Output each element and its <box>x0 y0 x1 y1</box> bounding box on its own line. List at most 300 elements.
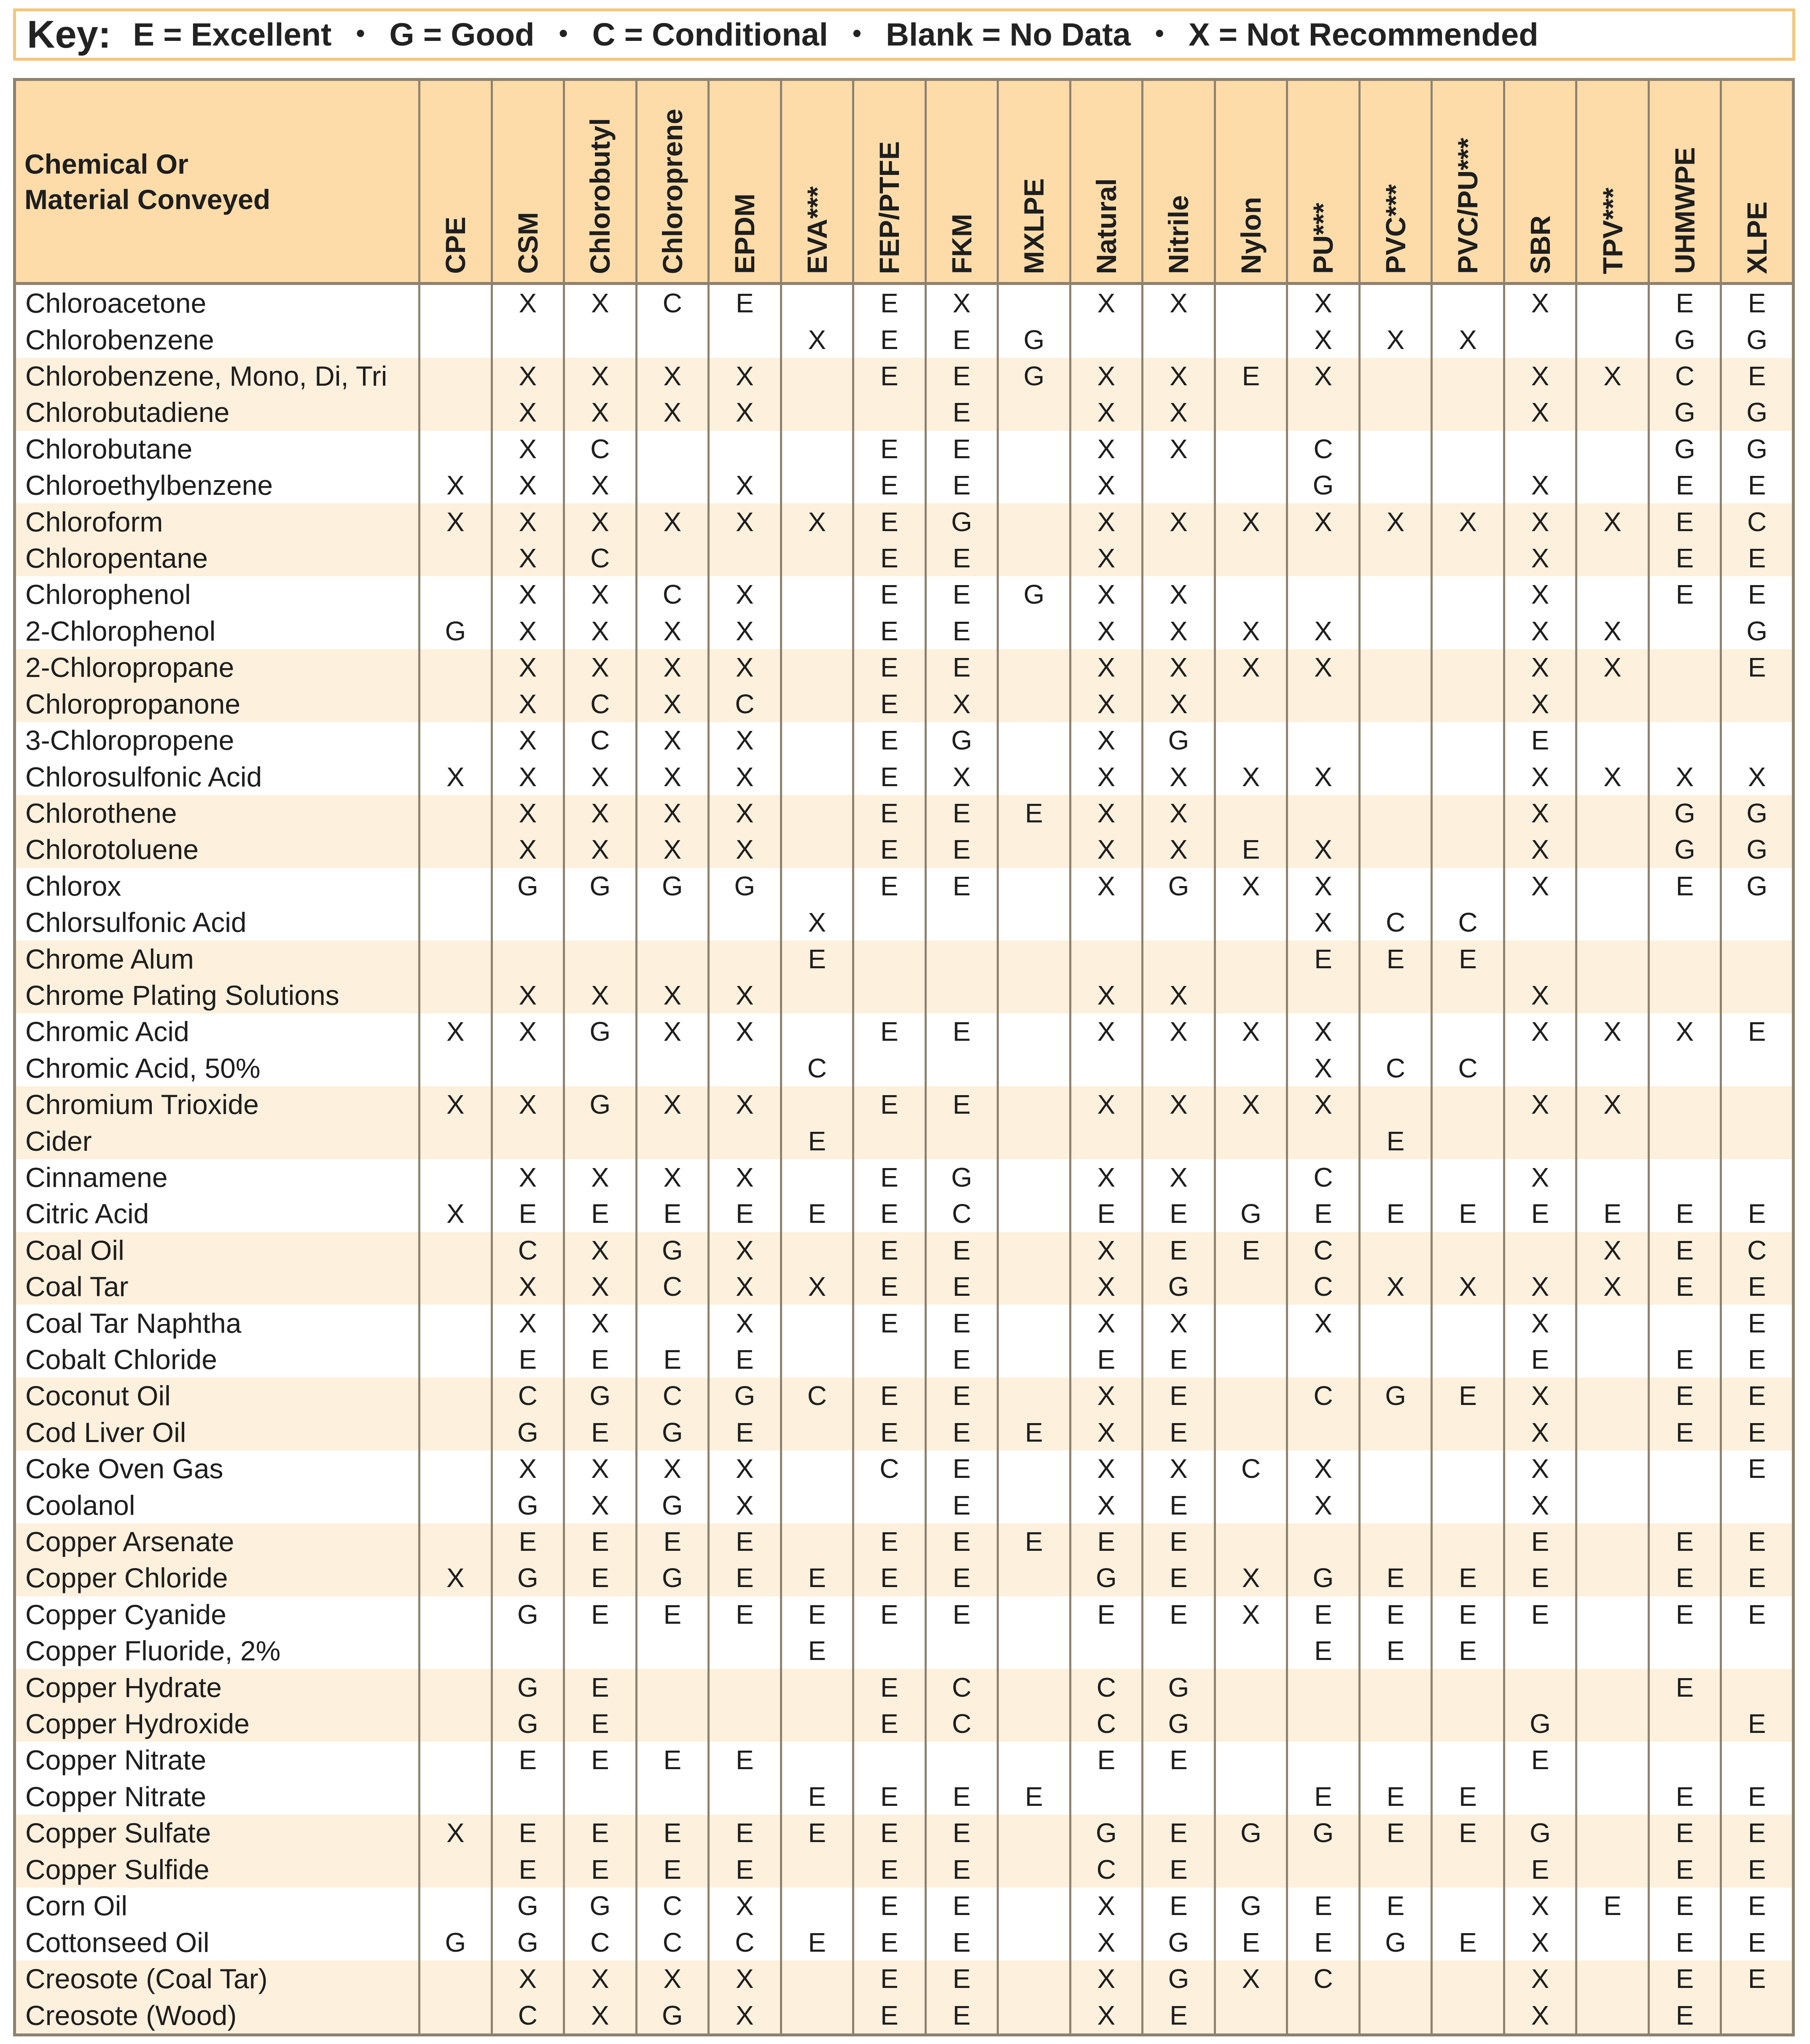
rating-cell: X <box>636 977 709 1013</box>
rating-cell <box>420 1997 492 2035</box>
rating-cell <box>492 904 564 940</box>
rating-cell <box>1576 1123 1649 1159</box>
rating-cell: E <box>925 1086 998 1123</box>
rating-cell <box>1287 722 1360 758</box>
rating-cell: X <box>1504 1086 1576 1123</box>
rating-cell: E <box>1721 1888 1794 1924</box>
rating-cell: E <box>1432 1924 1504 1960</box>
rating-cell: E <box>564 1706 637 1742</box>
rating-cell: X <box>709 649 781 685</box>
rating-cell: X <box>1070 540 1143 576</box>
rating-cell: E <box>1721 1450 1794 1487</box>
rating-cell <box>1576 1851 1649 1887</box>
rating-cell <box>709 1123 781 1159</box>
rating-cell: E <box>1649 1924 1721 1960</box>
rating-cell <box>1143 467 1215 503</box>
rating-cell: X <box>492 467 564 503</box>
rating-cell: E <box>853 1669 926 1705</box>
rating-cell: E <box>1649 503 1721 540</box>
key-label: Key: <box>27 13 111 56</box>
rating-cell: X <box>1504 1961 1576 1997</box>
table-row <box>15 1086 1794 1123</box>
rating-cell: X <box>709 1305 781 1341</box>
rating-cell: X <box>709 1232 781 1268</box>
rating-cell <box>1576 1633 1649 1669</box>
rating-cell: G <box>636 868 709 904</box>
rating-cell <box>1215 467 1287 503</box>
rating-cell: E <box>925 467 998 503</box>
rating-cell <box>781 1159 853 1195</box>
rating-cell: X <box>1504 977 1576 1013</box>
rating-cell: X <box>492 795 564 831</box>
rating-cell: E <box>1649 1778 1721 1815</box>
rating-cell: G <box>1649 394 1721 430</box>
rating-cell: E <box>1143 1378 1215 1414</box>
column-header-label: Chloroprene <box>656 108 688 274</box>
rating-cell: X <box>1143 1086 1215 1123</box>
table-row <box>15 1633 1794 1669</box>
chemical-name: Chlorobutane <box>25 433 193 465</box>
rating-cell <box>1432 1159 1504 1195</box>
rating-cell <box>998 1560 1070 1596</box>
rating-cell: E <box>1721 1815 1794 1851</box>
rating-cell <box>1576 722 1649 758</box>
rating-cell: G <box>1721 321 1794 357</box>
rating-cell: E <box>925 394 998 430</box>
rating-cell: E <box>925 831 998 868</box>
rating-cell: X <box>1576 1232 1649 1268</box>
chemical-name: Copper Chloride <box>15 1560 420 1596</box>
rating-cell <box>1143 940 1215 977</box>
chemical-name: 2-Chloropropane <box>15 649 420 685</box>
rating-cell: E <box>636 1341 709 1378</box>
rating-cell <box>420 1305 492 1341</box>
rating-cell <box>564 1123 637 1159</box>
rating-cell: E <box>925 1341 998 1378</box>
rating-cell: E <box>853 431 926 467</box>
rating-cell: X <box>1143 613 1215 649</box>
rating-cell: E <box>1649 284 1721 322</box>
rating-cell <box>853 1123 926 1159</box>
rating-cell <box>1359 284 1432 322</box>
rating-cell <box>781 722 853 758</box>
rating-cell: E <box>1649 1341 1721 1378</box>
rating-cell <box>1432 1706 1504 1742</box>
rating-cell: X <box>564 613 637 649</box>
rating-cell <box>998 394 1070 430</box>
chemical-name: Citric Acid <box>25 1198 149 1230</box>
rating-cell <box>1287 1669 1360 1705</box>
rating-cell: X <box>492 1450 564 1487</box>
rating-cell <box>420 1706 492 1742</box>
rating-cell <box>420 868 492 904</box>
rating-cell: G <box>492 1487 564 1523</box>
rating-cell: C <box>564 540 637 576</box>
header-row <box>15 80 1794 284</box>
rating-cell: X <box>1287 868 1360 904</box>
chemical-name: Coal Oil <box>15 1232 420 1268</box>
rating-cell <box>1432 1997 1504 2035</box>
rating-cell: E <box>1359 940 1432 977</box>
rating-cell: C <box>1070 1851 1143 1887</box>
column-header-csm <box>492 80 564 284</box>
rating-cell <box>420 722 492 758</box>
rating-cell: E <box>1721 1961 1794 1997</box>
rating-cell: E <box>1721 576 1794 612</box>
table-row <box>15 1851 1794 1887</box>
rating-cell: X <box>564 758 637 795</box>
chemical-name: Chloroethylbenzene <box>25 470 273 501</box>
rating-cell: X <box>420 503 492 540</box>
rating-cell <box>1215 540 1287 576</box>
rating-cell: X <box>1504 649 1576 685</box>
rating-cell <box>420 1341 492 1378</box>
rating-cell: E <box>709 284 781 322</box>
table-row <box>15 685 1794 722</box>
rating-cell <box>420 1961 492 1997</box>
rating-cell: G <box>1287 1560 1360 1596</box>
rating-cell: X <box>1287 758 1360 795</box>
chemical-name: Corn Oil <box>25 1890 128 1922</box>
rating-cell: X <box>1070 1888 1143 1924</box>
rating-cell <box>1215 1633 1287 1669</box>
rating-cell: C <box>1070 1706 1143 1742</box>
rating-cell <box>636 540 709 576</box>
rating-cell: X <box>709 795 781 831</box>
rating-cell <box>1504 1123 1576 1159</box>
rating-cell: E <box>853 284 926 322</box>
rating-cell: X <box>1070 831 1143 868</box>
rating-cell: X <box>1576 503 1649 540</box>
rating-cell <box>1359 795 1432 831</box>
rating-cell <box>781 284 853 322</box>
rating-cell <box>1721 1633 1794 1669</box>
rating-cell: E <box>781 940 853 977</box>
rating-cell: E <box>492 1523 564 1560</box>
rating-cell: G <box>492 1669 564 1705</box>
rating-cell <box>1432 394 1504 430</box>
chemical-name: Chromic Acid <box>25 1016 189 1048</box>
rating-cell: C <box>925 1195 998 1232</box>
rating-cell: E <box>564 1560 637 1596</box>
rating-cell: E <box>853 722 926 758</box>
rating-cell: X <box>1143 358 1215 394</box>
rating-cell <box>1359 1523 1432 1560</box>
rating-cell: X <box>564 1268 637 1305</box>
rating-cell <box>781 613 853 649</box>
rating-cell: E <box>853 467 926 503</box>
chemical-name: Chlorophenol <box>25 579 191 610</box>
rating-cell: X <box>1215 613 1287 649</box>
rating-cell <box>1721 1123 1794 1159</box>
rating-cell: E <box>1504 1195 1576 1232</box>
rating-cell <box>853 1633 926 1669</box>
rating-cell: X <box>636 831 709 868</box>
rating-cell <box>1576 685 1649 722</box>
rating-cell: E <box>853 1232 926 1268</box>
column-header-label: PVC*** <box>1380 184 1411 274</box>
rating-cell: X <box>1070 1961 1143 1997</box>
rating-cell <box>1287 685 1360 722</box>
rating-cell: C <box>492 1378 564 1414</box>
chemical-name: Coconut Oil <box>15 1378 420 1414</box>
rating-cell <box>1576 831 1649 868</box>
key-separator: • <box>853 19 862 47</box>
rating-cell: G <box>492 868 564 904</box>
rating-cell: X <box>420 1815 492 1851</box>
rating-cell: E <box>709 1195 781 1232</box>
rating-cell <box>1504 321 1576 357</box>
rating-cell <box>1215 1523 1287 1560</box>
rating-cell: X <box>1070 503 1143 540</box>
rating-cell <box>420 1633 492 1669</box>
rating-cell <box>781 358 853 394</box>
rating-cell <box>1576 540 1649 576</box>
column-header-label: MXLPE <box>1018 178 1050 274</box>
rating-cell: C <box>1287 1232 1360 1268</box>
rating-cell <box>1576 904 1649 940</box>
rating-cell: E <box>925 1378 998 1414</box>
rating-cell <box>1287 1997 1360 2035</box>
rating-cell: X <box>1432 321 1504 357</box>
rating-cell <box>1432 685 1504 722</box>
rating-cell: C <box>564 431 637 467</box>
rating-cell <box>709 940 781 977</box>
rating-cell <box>781 1742 853 1778</box>
chemical-name: Copper Sulfate <box>15 1815 420 1851</box>
rating-cell <box>1576 868 1649 904</box>
rating-cell <box>636 1778 709 1815</box>
rating-cell <box>998 1633 1070 1669</box>
rating-cell <box>925 1050 998 1086</box>
rating-cell <box>492 1633 564 1669</box>
rating-cell: E <box>1721 1560 1794 1596</box>
rating-cell <box>1649 940 1721 977</box>
rating-cell <box>1649 1633 1721 1669</box>
chemical-name: Cider <box>15 1123 420 1159</box>
column-header-label: CPE <box>440 217 471 274</box>
rating-cell: E <box>1143 1195 1215 1232</box>
rating-cell: X <box>1143 649 1215 685</box>
rating-cell: X <box>492 1268 564 1305</box>
rating-cell <box>1576 1815 1649 1851</box>
rating-cell <box>998 868 1070 904</box>
rating-cell: E <box>925 431 998 467</box>
rating-cell <box>998 940 1070 977</box>
rating-cell <box>1215 431 1287 467</box>
rating-cell <box>1215 904 1287 940</box>
rating-cell <box>1721 1050 1794 1086</box>
rating-cell: E <box>1359 1633 1432 1669</box>
rating-cell: E <box>853 1596 926 1633</box>
rating-cell <box>998 467 1070 503</box>
rating-cell: E <box>492 1341 564 1378</box>
rating-cell <box>1143 904 1215 940</box>
rating-cell <box>998 1851 1070 1887</box>
rating-cell: X <box>709 758 781 795</box>
rating-cell: E <box>1432 1560 1504 1596</box>
rating-cell: X <box>1504 358 1576 394</box>
rating-cell <box>1432 1232 1504 1268</box>
rating-cell: X <box>1576 613 1649 649</box>
chemical-name: Chloropropanone <box>15 685 420 722</box>
rating-cell: E <box>1576 1888 1649 1924</box>
rating-cell <box>1070 1123 1143 1159</box>
chemical-name: Coal Tar <box>15 1268 420 1305</box>
rating-cell: X <box>781 1268 853 1305</box>
rating-cell <box>1504 940 1576 977</box>
rating-cell: E <box>925 540 998 576</box>
rating-cell: E <box>925 1997 998 2035</box>
rating-cell <box>1432 1487 1504 1523</box>
rating-cell: X <box>636 795 709 831</box>
rating-cell: E <box>853 1013 926 1050</box>
rating-cell <box>1215 1050 1287 1086</box>
rating-cell: E <box>1143 1596 1215 1633</box>
rating-cell: E <box>1721 1924 1794 1960</box>
table-row <box>15 1815 1794 1851</box>
rating-cell <box>1576 467 1649 503</box>
rating-cell: X <box>1576 1268 1649 1305</box>
rating-cell <box>998 1669 1070 1705</box>
rating-cell <box>1359 394 1432 430</box>
rating-cell <box>1576 1305 1649 1341</box>
rating-cell: E <box>1649 1997 1721 2035</box>
rating-cell <box>998 1050 1070 1086</box>
rating-cell: E <box>1504 1560 1576 1596</box>
header-line-2: Material Conveyed <box>24 183 271 215</box>
rating-cell <box>1649 1450 1721 1487</box>
rating-cell: X <box>709 1888 781 1924</box>
table-row <box>15 1195 1794 1232</box>
rating-cell: E <box>564 1669 637 1705</box>
rating-cell: E <box>781 1924 853 1960</box>
rating-cell <box>853 904 926 940</box>
rating-cell: X <box>1070 758 1143 795</box>
rating-cell: X <box>492 613 564 649</box>
rating-cell <box>1287 1706 1360 1742</box>
rating-cell: X <box>1143 1159 1215 1195</box>
rating-cell: E <box>1721 1195 1794 1232</box>
chemical-name: Chlorobenzene <box>25 324 214 355</box>
rating-cell: E <box>853 1560 926 1596</box>
rating-cell: E <box>853 758 926 795</box>
rating-cell: X <box>1287 1305 1360 1341</box>
rating-cell: X <box>1504 1305 1576 1341</box>
rating-cell <box>1215 940 1287 977</box>
rating-cell <box>781 1851 853 1887</box>
rating-cell: E <box>853 1961 926 1997</box>
rating-cell <box>998 685 1070 722</box>
rating-cell: E <box>1721 1596 1794 1633</box>
rating-cell: X <box>1287 503 1360 540</box>
rating-cell: E <box>1215 358 1287 394</box>
chemical-name: Chlorotoluene <box>15 831 420 868</box>
rating-cell: X <box>1287 613 1360 649</box>
chemical-name: Chloroacetone <box>25 287 207 319</box>
rating-cell <box>1432 1013 1504 1050</box>
rating-cell <box>1215 1997 1287 2035</box>
rating-cell <box>1649 685 1721 722</box>
rating-cell: X <box>636 1450 709 1487</box>
table-row <box>15 831 1794 868</box>
rating-cell: C <box>636 284 709 322</box>
rating-cell <box>781 431 853 467</box>
rating-cell: X <box>492 394 564 430</box>
rating-cell <box>1504 1633 1576 1669</box>
rating-cell: E <box>709 1742 781 1778</box>
rating-cell <box>1215 576 1287 612</box>
rating-cell: G <box>1359 1378 1432 1414</box>
rating-cell: G <box>1287 467 1360 503</box>
rating-cell: X <box>1143 1450 1215 1487</box>
rating-cell: E <box>1143 1523 1215 1560</box>
rating-cell <box>492 1123 564 1159</box>
rating-cell: X <box>1070 1414 1143 1450</box>
rating-cell: E <box>781 1778 853 1815</box>
rating-cell: G <box>1649 431 1721 467</box>
rating-cell: E <box>853 795 926 831</box>
rating-cell: E <box>925 649 998 685</box>
key-item-no-data: Blank = No Data <box>886 16 1131 53</box>
rating-cell <box>998 1341 1070 1378</box>
rating-cell <box>781 1669 853 1705</box>
table-row <box>15 1742 1794 1778</box>
rating-cell: E <box>853 358 926 394</box>
rating-cell: X <box>1070 1487 1143 1523</box>
rating-cell: C <box>564 722 637 758</box>
rating-cell: X <box>709 1159 781 1195</box>
rating-cell: C <box>1070 1669 1143 1705</box>
rating-cell: X <box>636 1961 709 1997</box>
rating-cell: E <box>1721 1778 1794 1815</box>
table-row <box>15 1523 1794 1560</box>
rating-cell: E <box>1649 1596 1721 1633</box>
rating-cell: G <box>1504 1815 1576 1851</box>
table-row <box>15 940 1794 977</box>
rating-cell: C <box>1649 358 1721 394</box>
rating-cell: X <box>1215 503 1287 540</box>
key-separator: • <box>559 19 568 47</box>
rating-cell <box>998 1706 1070 1742</box>
rating-cell: X <box>925 758 998 795</box>
rating-cell: X <box>1143 394 1215 430</box>
rating-cell: E <box>1143 1742 1215 1778</box>
rating-cell: X <box>564 977 637 1013</box>
rating-cell: X <box>1287 358 1360 394</box>
table-row <box>15 1159 1794 1195</box>
rating-cell: E <box>1721 1378 1794 1414</box>
rating-cell <box>998 613 1070 649</box>
rating-cell: E <box>1359 1195 1432 1232</box>
rating-cell: X <box>1143 1305 1215 1341</box>
rating-cell <box>1649 1123 1721 1159</box>
rating-cell: E <box>1287 1888 1360 1924</box>
rating-cell <box>420 795 492 831</box>
rating-cell <box>1576 1050 1649 1086</box>
rating-cell: X <box>709 576 781 612</box>
rating-cell <box>1576 940 1649 977</box>
rating-cell <box>781 576 853 612</box>
rating-cell <box>1070 1050 1143 1086</box>
rating-cell <box>781 1523 853 1560</box>
rating-cell: X <box>1504 576 1576 612</box>
rating-cell <box>1070 1778 1143 1815</box>
rating-cell <box>636 904 709 940</box>
rating-cell <box>420 1378 492 1414</box>
rating-cell <box>1504 1669 1576 1705</box>
key-separator: • <box>1155 19 1164 47</box>
